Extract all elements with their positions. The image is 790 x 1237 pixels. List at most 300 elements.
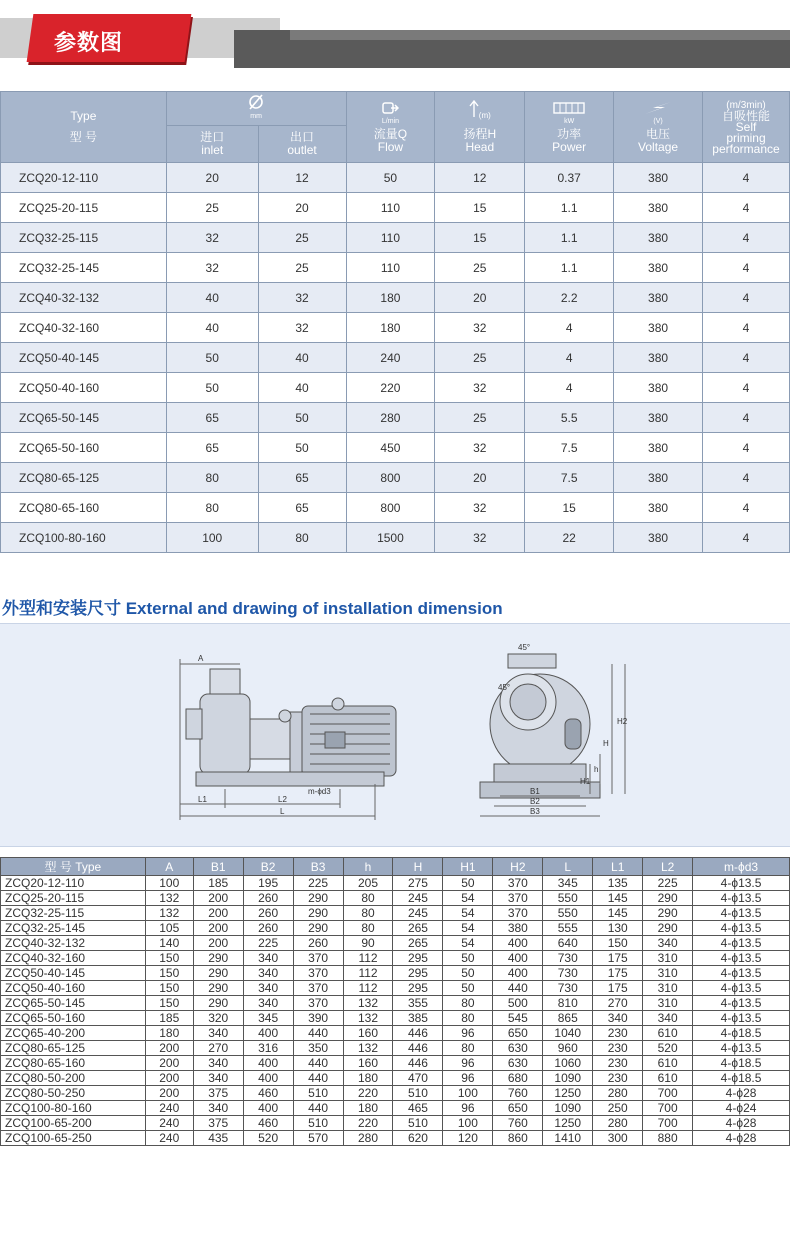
dimension-cell: 245: [393, 906, 443, 921]
header-inlet-cn: 进口: [200, 130, 225, 144]
table-row: [1, 193, 790, 223]
header-power-en: Power: [552, 139, 587, 154]
dimension-cell: 4-ϕ13.5: [693, 996, 790, 1011]
dimension-cell: 340: [243, 981, 293, 996]
dimension-cell: ZCQ100-65-200: [1, 1116, 146, 1131]
header-type-en: Type: [70, 109, 97, 123]
cell-inlet: 20: [166, 163, 258, 193]
cell-flow: 280: [346, 403, 435, 433]
dimension-cell: 150: [593, 936, 643, 951]
dimension-cell: 310: [643, 981, 693, 996]
dimension-cell: 440: [293, 1101, 343, 1116]
dimension-cell: 400: [493, 966, 543, 981]
dimension-cell: 400: [493, 951, 543, 966]
dimension-cell: 760: [493, 1086, 543, 1101]
dimension-cell: 435: [193, 1131, 243, 1146]
cell-power: 4: [525, 343, 614, 373]
cell-flow: 240: [346, 343, 435, 373]
dimension-cell: 550: [543, 906, 593, 921]
dimension-cell: 4-ϕ13.5: [693, 921, 790, 936]
dimension-cell: 4-ϕ13.5: [693, 1041, 790, 1056]
cell-inlet: 50: [166, 343, 258, 373]
cell-flow: 110: [346, 223, 435, 253]
performance-table-body: [1, 163, 790, 553]
header-self-cn: 自吸性能: [721, 108, 770, 123]
table-row: [1, 996, 790, 1011]
dimension-cell: 440: [293, 1071, 343, 1086]
table-row: [1, 936, 790, 951]
dimension-cell: 260: [243, 906, 293, 921]
dimension-cell: 4-ϕ13.5: [693, 936, 790, 951]
table-row: [1, 1071, 790, 1086]
dimension-cell: 500: [493, 996, 543, 1011]
header-self-unit: (m/3min): [726, 99, 766, 111]
dimension-cell: 350: [293, 1041, 343, 1056]
dimension-cell: 150: [145, 951, 193, 966]
cell-inlet: 65: [166, 403, 258, 433]
dimension-cell: 240: [145, 1116, 193, 1131]
table-row: [1, 1101, 790, 1116]
dimension-cell: 290: [193, 951, 243, 966]
cell-model: ZCQ65-50-160: [1, 433, 167, 463]
dimension-cell: 380: [493, 921, 543, 936]
dimension-cell: ZCQ80-50-250: [1, 1086, 146, 1101]
cell-self: 4: [702, 463, 789, 493]
cell-power: 4: [525, 373, 614, 403]
dimension-cell: 700: [643, 1086, 693, 1101]
cell-voltage: 380: [614, 433, 703, 463]
header-voltage-en: Voltage: [638, 139, 679, 154]
cell-voltage: 380: [614, 193, 703, 223]
cell-inlet: 80: [166, 493, 258, 523]
dimension-header-cell: L2: [643, 858, 693, 876]
dimension-cell: 355: [393, 996, 443, 1011]
cell-self: 4: [702, 163, 789, 193]
dimension-cell: 200: [193, 891, 243, 906]
dimension-cell: 54: [443, 936, 493, 951]
cell-power: 1.1: [525, 223, 614, 253]
table-row: [1, 163, 790, 193]
dimension-cell: 295: [393, 951, 443, 966]
cell-voltage: 380: [614, 463, 703, 493]
cell-head: 32: [435, 433, 525, 463]
dimension-cell: 340: [243, 996, 293, 1011]
dimension-cell: 340: [243, 966, 293, 981]
header-head: [435, 92, 525, 163]
table-row: [1, 1026, 790, 1041]
table-row: [1, 1056, 790, 1071]
dimension-cell: 96: [443, 1026, 493, 1041]
cell-flow: 110: [346, 193, 435, 223]
dimension-cell: ZCQ50-40-160: [1, 981, 146, 996]
dimension-cell: 640: [543, 936, 593, 951]
dimension-cell: 225: [243, 936, 293, 951]
dimension-cell: 112: [343, 981, 393, 996]
header-voltage-cn: 电压: [646, 126, 671, 141]
dimension-cell: 375: [193, 1116, 243, 1131]
dimension-cell: 4-ϕ18.5: [693, 1026, 790, 1041]
dimension-cell: 730: [543, 951, 593, 966]
dimension-cell: 260: [243, 891, 293, 906]
lightning-icon: [641, 101, 675, 115]
dimension-cell: 175: [593, 951, 643, 966]
dimension-cell: 810: [543, 996, 593, 1011]
dimension-cell: 400: [243, 1056, 293, 1071]
dimension-table: [0, 857, 790, 1146]
dimension-cell: 160: [343, 1026, 393, 1041]
dimension-cell: 265: [393, 921, 443, 936]
cell-voltage: 380: [614, 313, 703, 343]
side-view-pump: [186, 669, 396, 786]
dimension-cell: 230: [593, 1041, 643, 1056]
header-flow-en: Flow: [377, 139, 404, 154]
dimension-header-cell: 型 号 Type: [1, 858, 146, 876]
dimension-cell: 132: [343, 996, 393, 1011]
table-row: [1, 343, 790, 373]
cell-inlet: 25: [166, 193, 258, 223]
dimension-cell: 80: [443, 1041, 493, 1056]
dimension-cell: 280: [593, 1086, 643, 1101]
cell-voltage: 380: [614, 373, 703, 403]
dimension-cell: 370: [293, 951, 343, 966]
cell-power: 1.1: [525, 193, 614, 223]
cell-head: 25: [435, 403, 525, 433]
flow-icon: [381, 101, 399, 115]
dimension-cell: 96: [443, 1056, 493, 1071]
dimension-cell: 270: [193, 1041, 243, 1056]
dimension-cell: 132: [343, 1041, 393, 1056]
dimension-cell: 316: [243, 1041, 293, 1056]
cell-model: ZCQ32-25-115: [1, 223, 167, 253]
dimension-header-cell: B3: [293, 858, 343, 876]
dimension-cell: 880: [643, 1131, 693, 1146]
dimension-cell: ZCQ32-25-115: [1, 906, 146, 921]
cell-power: 15: [525, 493, 614, 523]
dimension-header-cell: B2: [243, 858, 293, 876]
dimension-cell: 4-ϕ13.5: [693, 906, 790, 921]
cell-model: ZCQ50-40-145: [1, 343, 167, 373]
dimension-cell: 760: [493, 1116, 543, 1131]
dimension-cell: 1250: [543, 1086, 593, 1101]
header-inlet: [166, 126, 258, 163]
dimension-cell: 290: [643, 891, 693, 906]
pump-drawing-svg: [0, 624, 790, 846]
header-outlet-cn: 出口: [290, 130, 315, 144]
dimension-cell: 650: [493, 1101, 543, 1116]
dimension-cell: 54: [443, 891, 493, 906]
cell-self: 4: [702, 433, 789, 463]
table-row: [1, 253, 790, 283]
diameter-icon: [247, 94, 265, 110]
dimension-cell: 375: [193, 1086, 243, 1101]
dimension-header-cell: H1: [443, 858, 493, 876]
dimension-cell: 220: [343, 1086, 393, 1101]
dimension-cell: 1090: [543, 1101, 593, 1116]
dimension-cell: 140: [145, 936, 193, 951]
dimension-cell: 250: [593, 1101, 643, 1116]
cell-power: 7.5: [525, 433, 614, 463]
dim-b2-label: B2: [530, 797, 540, 806]
dimension-cell: 370: [493, 906, 543, 921]
dimension-cell: 150: [145, 996, 193, 1011]
dimension-cell: 240: [145, 1131, 193, 1146]
cell-self: 4: [702, 313, 789, 343]
cell-self: 4: [702, 343, 789, 373]
dimension-cell: ZCQ25-20-115: [1, 891, 146, 906]
dimension-cell: 446: [393, 1056, 443, 1071]
dim-h1-label: H1: [580, 777, 591, 786]
cell-flow: 50: [346, 163, 435, 193]
dimension-cell: 135: [593, 876, 643, 891]
dimension-cell: ZCQ40-32-160: [1, 951, 146, 966]
dimension-cell: 80: [343, 906, 393, 921]
dimension-cell: 80: [443, 1011, 493, 1026]
performance-table: [0, 91, 790, 553]
banner-title: 参数图: [54, 30, 124, 55]
dimension-cell: 265: [393, 936, 443, 951]
header-diameter: [166, 92, 346, 126]
cell-head: 20: [435, 463, 525, 493]
dimension-cell: 80: [343, 921, 393, 936]
header-self-en3: performance: [712, 141, 780, 156]
cell-flow: 110: [346, 253, 435, 283]
dimension-cell: 680: [493, 1071, 543, 1086]
dimension-cell: 200: [193, 921, 243, 936]
cell-model: ZCQ65-50-145: [1, 403, 167, 433]
dimension-cell: 225: [643, 876, 693, 891]
dimension-cell: 150: [145, 981, 193, 996]
dimension-cell: 200: [145, 1041, 193, 1056]
cell-outlet: 25: [258, 253, 346, 283]
dimension-cell: 1410: [543, 1131, 593, 1146]
dimension-cell: 4-ϕ24: [693, 1101, 790, 1116]
dimension-cell: 200: [145, 1056, 193, 1071]
header-head-en: Head: [465, 140, 495, 154]
dimension-cell: 4-ϕ28: [693, 1086, 790, 1101]
dimension-cell: 80: [343, 891, 393, 906]
dimension-cell: 650: [493, 1026, 543, 1041]
table-row: [1, 1041, 790, 1056]
dimension-cell: 175: [593, 966, 643, 981]
dimension-cell: 50: [443, 951, 493, 966]
dimension-cell: 54: [443, 906, 493, 921]
dimension-cell: 4-ϕ13.5: [693, 1011, 790, 1026]
dimension-cell: 340: [193, 1026, 243, 1041]
cell-model: ZCQ50-40-160: [1, 373, 167, 403]
table-row: [1, 1116, 790, 1131]
dimension-cell: 545: [493, 1011, 543, 1026]
dimension-cell: 460: [243, 1116, 293, 1131]
dimension-cell: 345: [243, 1011, 293, 1026]
section-title: 外型和安装尺寸 External and drawing of installation dimension: [2, 599, 503, 618]
dimension-cell: ZCQ20-12-110: [1, 876, 146, 891]
dimension-cell: 260: [293, 936, 343, 951]
dimension-cell: 340: [643, 1011, 693, 1026]
dimension-cell: 112: [343, 966, 393, 981]
dimension-cell: 520: [643, 1041, 693, 1056]
cell-flow: 180: [346, 313, 435, 343]
dim-l1-label: L1: [198, 795, 207, 804]
dimension-cell: ZCQ80-65-125: [1, 1041, 146, 1056]
dimension-cell: 132: [145, 906, 193, 921]
dimension-header-cell: m-ϕd3: [693, 858, 790, 876]
dimension-cell: 132: [145, 891, 193, 906]
cell-self: 4: [702, 493, 789, 523]
cell-flow: 800: [346, 493, 435, 523]
dimension-cell: 200: [145, 1086, 193, 1101]
dimension-cell: 370: [293, 966, 343, 981]
dimension-header-cell: B1: [193, 858, 243, 876]
dimension-cell: 345: [543, 876, 593, 891]
table-row: [1, 1131, 790, 1146]
cell-power: 4: [525, 313, 614, 343]
cell-head: 12: [435, 163, 525, 193]
cell-self: 4: [702, 253, 789, 283]
cell-outlet: 32: [258, 283, 346, 313]
cell-self: 4: [702, 193, 789, 223]
dimension-cell: 310: [643, 996, 693, 1011]
dimension-cell: 96: [443, 1101, 493, 1116]
dimension-cell: 465: [393, 1101, 443, 1116]
dimension-cell: 132: [343, 1011, 393, 1026]
cell-voltage: 380: [614, 253, 703, 283]
dimension-cell: 340: [193, 1056, 243, 1071]
dimension-cell: 730: [543, 966, 593, 981]
dimension-cell: 1090: [543, 1071, 593, 1086]
table-row: [1, 283, 790, 313]
header-power-unit: kW: [564, 117, 575, 125]
dimension-cell: 340: [193, 1101, 243, 1116]
dimension-cell: 290: [193, 966, 243, 981]
cell-outlet: 65: [258, 463, 346, 493]
dimension-cell: 550: [543, 891, 593, 906]
banner-dark-stripe: [290, 30, 790, 40]
dim-b1-label: B1: [530, 787, 540, 796]
cell-voltage: 380: [614, 343, 703, 373]
cell-voltage: 380: [614, 283, 703, 313]
header-voltage: [614, 92, 703, 163]
cell-inlet: 40: [166, 313, 258, 343]
dimension-cell: 440: [293, 1056, 343, 1071]
dimension-cell: 400: [243, 1071, 293, 1086]
cell-head: 20: [435, 283, 525, 313]
dimension-cell: 4-ϕ13.5: [693, 951, 790, 966]
dimension-cell: 200: [145, 1071, 193, 1086]
dimension-cell: 400: [243, 1026, 293, 1041]
dimension-cell: 4-ϕ13.5: [693, 966, 790, 981]
cell-outlet: 50: [258, 403, 346, 433]
dimension-header-cell: H2: [493, 858, 543, 876]
cell-head: 25: [435, 253, 525, 283]
cell-power: 2.2: [525, 283, 614, 313]
dimension-cell: 570: [293, 1131, 343, 1146]
header-banner: [0, 14, 790, 70]
dimension-cell: 385: [393, 1011, 443, 1026]
dimension-cell: 290: [293, 906, 343, 921]
dimension-cell: 630: [493, 1056, 543, 1071]
dimension-cell: 290: [293, 921, 343, 936]
dimension-cell: 610: [643, 1026, 693, 1041]
dimension-cell: 290: [293, 891, 343, 906]
dimension-cell: 400: [493, 936, 543, 951]
dimension-cell: 4-ϕ13.5: [693, 981, 790, 996]
dimension-cell: 54: [443, 921, 493, 936]
dimension-cell: 290: [193, 981, 243, 996]
cell-voltage: 380: [614, 523, 703, 553]
cell-voltage: 380: [614, 493, 703, 523]
dimension-cell: 185: [193, 876, 243, 891]
dimension-cell: 446: [393, 1041, 443, 1056]
cell-model: ZCQ20-12-110: [1, 163, 167, 193]
cell-inlet: 80: [166, 463, 258, 493]
header-self-en1: Self: [735, 119, 757, 134]
dim-l2-label: L2: [278, 795, 287, 804]
dim-angle1-label: 45°: [518, 643, 531, 652]
dimension-cell: 700: [643, 1116, 693, 1131]
dimension-cell: ZCQ65-50-160: [1, 1011, 146, 1026]
cell-self: 4: [702, 523, 789, 553]
dimension-cell: 275: [393, 876, 443, 891]
cell-outlet: 32: [258, 313, 346, 343]
dimension-cell: 112: [343, 951, 393, 966]
dimension-header-cell: A: [145, 858, 193, 876]
dimension-cell: 510: [393, 1086, 443, 1101]
cell-power: 5.5: [525, 403, 614, 433]
dimension-cell: 90: [343, 936, 393, 951]
cell-head: 32: [435, 373, 525, 403]
dimension-cell: 340: [593, 1011, 643, 1026]
table-row: [1, 921, 790, 936]
cell-self: 4: [702, 373, 789, 403]
dimension-cell: 245: [393, 891, 443, 906]
table-row: [1, 966, 790, 981]
dimension-cell: 620: [393, 1131, 443, 1146]
dimension-cell: 340: [193, 1071, 243, 1086]
dimension-cell: 370: [293, 996, 343, 1011]
header-flow-unit: L/min: [381, 117, 399, 125]
motor-icon: [552, 101, 586, 115]
cell-model: ZCQ80-65-125: [1, 463, 167, 493]
header-flow-cn: 流量Q: [373, 126, 408, 141]
dimension-cell: 80: [443, 996, 493, 1011]
dimension-cell: 295: [393, 966, 443, 981]
dimension-cell: 185: [145, 1011, 193, 1026]
dimension-cell: 180: [145, 1026, 193, 1041]
dimension-cell: 145: [593, 891, 643, 906]
dimension-cell: 230: [593, 1056, 643, 1071]
dimension-cell: 610: [643, 1056, 693, 1071]
cell-self: 4: [702, 283, 789, 313]
dimension-cell: 205: [343, 876, 393, 891]
dimension-cell: 370: [493, 891, 543, 906]
header-voltage-unit: (V): [653, 117, 663, 125]
dimension-cell: 120: [443, 1131, 493, 1146]
cell-model: ZCQ80-65-160: [1, 493, 167, 523]
dim-l-label: L: [280, 807, 285, 816]
cell-head: 15: [435, 223, 525, 253]
dimension-cell: 200: [193, 936, 243, 951]
dimension-cell: 50: [443, 966, 493, 981]
dimension-cell: 240: [145, 1101, 193, 1116]
cell-self: 4: [702, 223, 789, 253]
dimension-cell: 340: [643, 936, 693, 951]
table-row: [1, 463, 790, 493]
cell-flow: 180: [346, 283, 435, 313]
dimension-cell: 180: [343, 1071, 393, 1086]
dimension-cell: 290: [643, 921, 693, 936]
dimension-cell: 100: [145, 876, 193, 891]
header-self-priming: [702, 92, 789, 163]
